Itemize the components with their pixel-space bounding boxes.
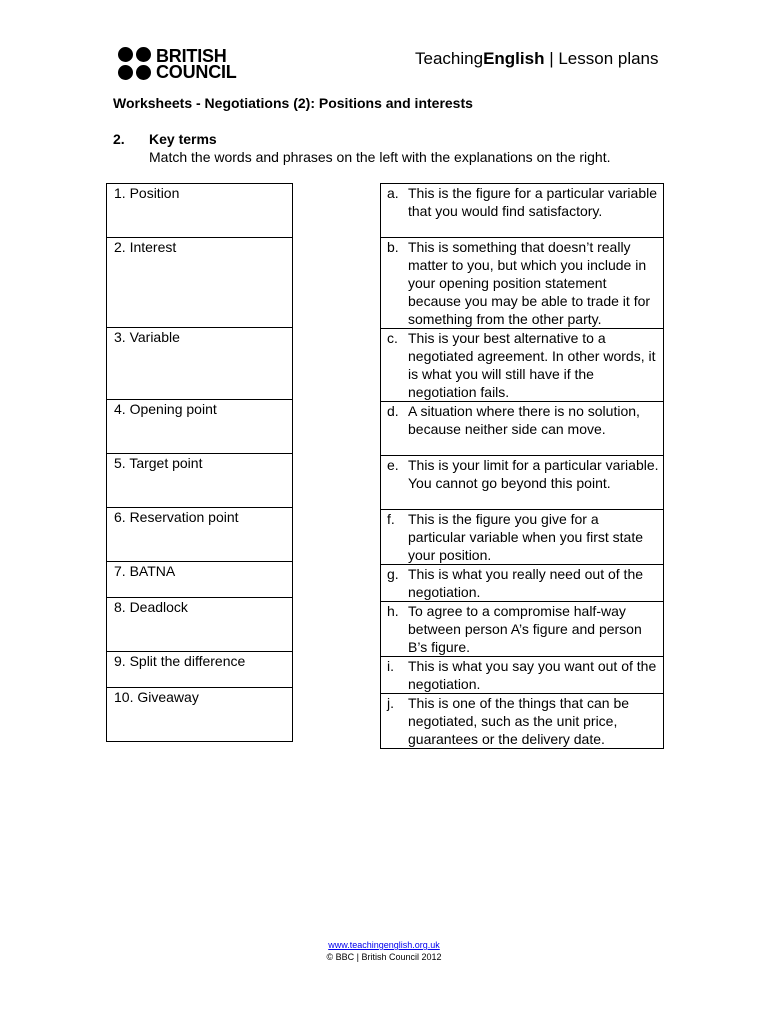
definition-letter: i. [387, 658, 394, 674]
term-cell: 6. Reservation point [107, 508, 293, 562]
definition-letter: d. [387, 403, 399, 419]
definition-cell [381, 456, 664, 510]
british-council-logo [118, 47, 237, 80]
definition-cell [381, 329, 664, 402]
term-cell: 10. Giveaway [107, 688, 293, 742]
definition-text: This is your best alternative to a negotiated agreement. In other words, it is what you will still have if the negotiation fails. [408, 330, 656, 400]
definition-letter: h. [387, 603, 399, 619]
header-brand [415, 49, 659, 69]
logo-line-1: BRITISH [156, 45, 227, 66]
logo-line-2: COUNCIL [156, 61, 237, 82]
terms-table [106, 183, 293, 742]
definitions-table [380, 183, 664, 749]
section-number: 2. [113, 131, 125, 147]
term-cell: 5. Target point [107, 454, 293, 508]
definition-text: This is the figure for a particular variable that you would find satisfactory. [408, 185, 657, 219]
definition-text: To agree to a compromise half-way between person A’s figure and person B’s figure. [408, 603, 642, 655]
definition-text: This is one of the things that can be negotiated, such as the unit price, guarantees or the delivery date. [408, 695, 630, 747]
definition-cell [381, 565, 664, 602]
term-cell: 2. Interest [107, 238, 293, 328]
definition-text: This is your limit for a particular variable. You cannot go beyond this point. [408, 457, 659, 491]
definition-text: This is what you really need out of the negotiation. [408, 566, 644, 600]
definition-letter: g. [387, 566, 399, 582]
definition-letter: a. [387, 185, 399, 201]
definition-cell [381, 402, 664, 456]
brand-suffix: | Lesson plans [544, 49, 659, 68]
definition-cell [381, 657, 664, 694]
definition-letter: f. [387, 511, 395, 527]
definition-cell [381, 510, 664, 565]
logo-dots-icon [118, 47, 151, 80]
definition-text: This is what you say you want out of the negotiation. [408, 658, 657, 692]
worksheet-title: Worksheets - Negotiations (2): Positions and interests [113, 95, 473, 111]
definition-text: This is the figure you give for a particular variable when you first state your position. [408, 511, 643, 563]
definition-text: A situation where there is no solution, because neither side can move. [408, 403, 640, 437]
term-cell: 4. Opening point [107, 400, 293, 454]
definition-cell [381, 184, 664, 238]
definition-cell [381, 694, 664, 749]
term-cell: 9. Split the difference [107, 652, 293, 688]
definition-letter: j. [387, 695, 394, 711]
term-cell: 8. Deadlock [107, 598, 293, 652]
logo-text [156, 45, 237, 82]
definition-letter: c. [387, 330, 398, 346]
brand-prefix: Teaching [415, 49, 484, 68]
section-instruction: Match the words and phrases on the left with the explanations on the right. [149, 149, 611, 165]
term-cell: 3. Variable [107, 328, 293, 400]
definition-cell [381, 602, 664, 657]
definition-letter: e. [387, 457, 399, 473]
definition-text: This is something that doesn’t really matter to you, but which you include in your opening position statement because you may be able to trade it for something from the other party. [408, 239, 651, 327]
term-cell: 7. BATNA [107, 562, 293, 598]
definition-cell [381, 238, 664, 329]
definition-letter: b. [387, 239, 399, 255]
section-title: Key terms [149, 131, 217, 147]
footer-link[interactable]: www.teachingenglish.org.uk [328, 940, 440, 950]
footer-copyright: © BBC | British Council 2012 [326, 952, 442, 962]
term-cell: 1. Position [107, 184, 293, 238]
brand-bold: English [483, 49, 545, 68]
